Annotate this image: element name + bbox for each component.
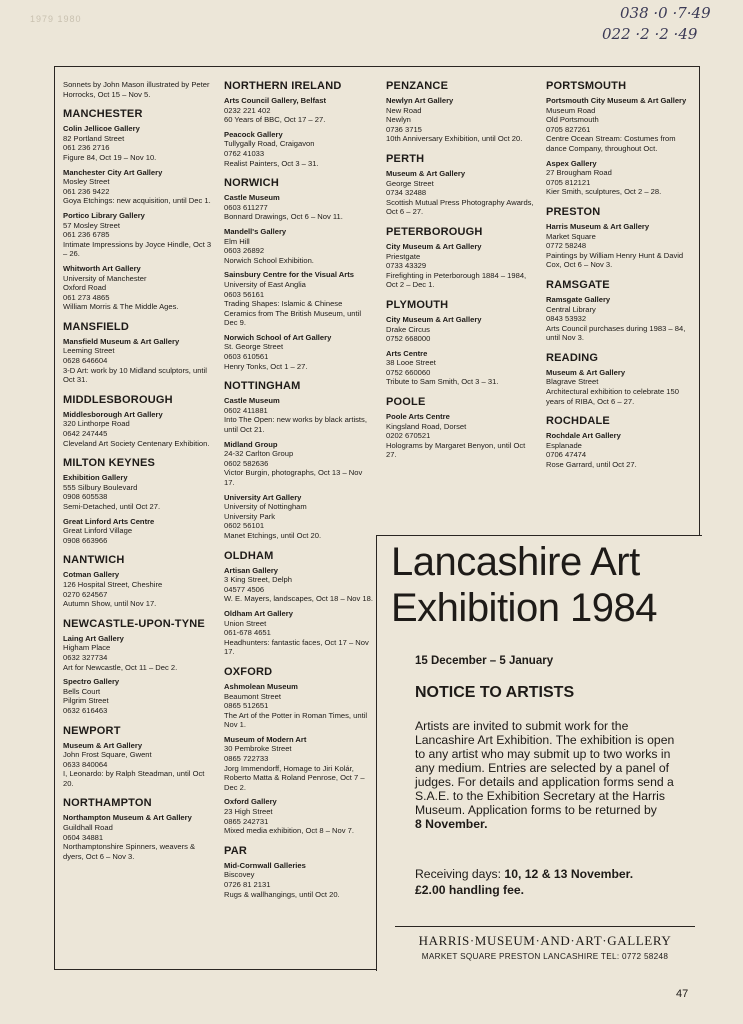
venue-entry [546,431,694,469]
venue-name: Museum & Art Gallery [63,740,143,750]
town-heading: OLDHAM [224,549,274,562]
venue-detail: Elm Hill [224,236,250,246]
venue-detail: Newlyn [386,115,411,125]
venue-event: I, Leonardo: by Ralph Steadman, until Oct 20. [63,769,205,788]
venue-detail: 126 Hospital Street, Cheshire [63,579,163,589]
venue-entry [224,609,374,657]
venue-detail: Union Street [224,618,267,628]
venue-detail: 0706 47474 [546,450,587,460]
venue-entry [224,270,374,328]
venue-detail: 3 King Street, Delph [224,575,292,585]
venue-event: Tribute to Sam Smith, Oct 3 – 31. [386,377,499,387]
venue-entry [63,410,213,448]
venue-detail: Bells Court [63,686,101,696]
venue-detail: St. George Street [224,342,284,352]
venue-entry [546,222,694,270]
venue-entry [386,169,536,217]
town-heading: NANTWICH [63,554,125,567]
venue-detail: Pilgrim Street [63,696,109,706]
venue-event: William Morris & The Middle Ages. [63,302,179,312]
venue-name: Castle Museum [224,193,280,203]
venue-entry [224,96,374,125]
town-heading: POOLE [386,396,426,409]
venue-detail: 0843 53932 [546,314,587,324]
venue-detail: 0603 26892 [224,246,265,256]
venue-detail: Leeming Street [63,346,115,356]
harris-address: MARKET SQUARE PRESTON LANCASHIRE TEL: 0772 58248 [421,952,669,961]
venue-detail: John Frost Square, Gwent [63,750,152,760]
venue-entry [63,634,213,672]
town-heading: NOTTINGHAM [224,380,301,393]
venue-detail: Tullygally Road, Craigavon [224,139,315,149]
venue-event: The Art of the Potter in Roman Times, until Nov 1. [224,710,368,730]
venue-detail: 0908 663966 [63,535,108,545]
venue-detail: 57 Mosley Street [63,220,120,230]
venue-name: Oldham Art Gallery [224,608,293,618]
handwritten-ref-1: 038 ·0 ·7·49 [620,4,711,22]
venue-name: Arts Council Gallery, Belfast [224,96,326,105]
venue-entry [386,96,536,144]
venue-name: Museum & Art Gallery [546,367,626,377]
town-heading: NORTHERN IRELAND [224,80,342,92]
venue-detail: Oxford Road [63,283,107,293]
venue-detail: 0602 56101 [224,521,265,531]
venue-detail: Great Linford Village [63,526,133,536]
continued-listing: Sonnets by John Mason illustrated by Peter Horrocks, Oct 15 – Nov 5. [63,80,210,99]
town-heading: NORTHAMPTON [63,797,152,810]
venue-entry [386,412,536,460]
venue-name: Mid-Cornwall Galleries [224,860,306,870]
venue-name: Middlesborough Art Gallery [63,409,163,419]
venue-detail: 30 Pembroke Street [224,744,292,754]
venue-name: Poole Arts Centre [386,412,450,422]
venue-name: Cotman Gallery [63,570,120,580]
harris-footer [395,926,695,961]
listings-column-2 [224,80,374,904]
venue-event: Architectural exhibition to celebrate 150 years of RIBA, Oct 6 – 27. [546,387,679,406]
venue-event: W. E. Mayers, landscapes, Oct 18 – Nov 18. [224,594,373,604]
venue-detail: 0602 411881 [224,405,268,415]
venue-detail: Mosley Street [63,177,110,187]
town-heading: NORWICH [224,177,279,190]
venue-name: Northampton Museum & Art Gallery [63,813,192,823]
venue-entry [63,124,213,162]
venue-entry [224,493,374,541]
venue-name: Sainsbury Centre for the Visual Arts [224,270,354,280]
venue-event: Jorg Immendorff, Homage to Jiri Kolár, Roberto Matta & Roland Penrose, Oct 7 – Dec 2. [224,763,365,792]
venue-event: Bonnard Drawings, Oct 6 – Nov 11. [224,212,343,222]
advert-title [391,539,657,631]
venue-name: Peacock Gallery [224,129,283,139]
venue-detail: 0733 43329 [386,261,427,271]
harris-name: HARRIS·MUSEUM·AND·ART·GALLERY [418,933,672,948]
venue-event: Headhunters: fantastic faces, Oct 17 – Nov 17. [224,637,369,657]
venue-name: Midland Group [224,439,278,449]
venue-name: Manchester City Art Gallery [63,167,163,177]
venue-entry [224,227,374,265]
venue-name: Laing Art Gallery [63,633,124,643]
venue-event: Victor Burgin, photographs, Oct 13 – Nov 17. [224,468,363,487]
venue-detail: 061 273 4865 [63,292,110,302]
venue-event: Holograms by Margaret Benyon, until Oct 27. [386,440,526,460]
venue-detail: 061-678 4651 [224,628,271,638]
venue-entry [224,193,374,222]
advert-title-line-1: Lancashire Art [391,540,640,584]
faint-stamp: 1979 1980 [30,14,82,24]
venue-detail: Kingsland Road, Dorset [386,421,467,431]
advert-dates: 15 December – 5 January [415,655,554,667]
venue-entry [224,396,374,434]
venue-name: Castle Museum [224,396,280,406]
venue-name: City Museum & Art Gallery [386,314,482,324]
venue-entry [546,159,694,197]
venue-detail: Higham Place [63,643,111,653]
advert-notice-heading: NOTICE TO ARTISTS [415,684,575,701]
town-heading: MANCHESTER [63,108,143,121]
lancashire-exhibition-advert [376,535,702,971]
venue-name: Spectro Gallery [63,677,120,687]
venue-detail: University of Manchester [63,273,147,283]
venue-detail: University of East Anglia [224,279,306,289]
venue-event: Cleveland Art Society Centenary Exhibition. [63,438,210,448]
town-heading: PLYMOUTH [386,298,449,311]
venue-event: Manet Etchings, until Oct 20. [224,530,322,540]
venue-entry [224,440,374,488]
venue-name: Arts Centre [386,348,428,358]
venue-detail: Museum Road [546,105,596,115]
venue-entry [63,570,213,608]
venue-detail: 0865 242731 [224,816,269,826]
venue-event: Kier Smith, sculptures, Oct 2 – 28. [546,187,662,197]
venue-detail: 0762 41033 [224,148,265,158]
venue-detail: Beaumont Street [224,691,281,701]
venue-name: Artisan Gallery [224,565,279,575]
venue-entry [224,130,374,168]
venue-name: Harris Museum & Art Gallery [546,221,650,231]
venue-event: Scottish Mutual Press Photography Awards, Oct 6 – 27. [386,197,534,217]
town-heading: MILTON KEYNES [63,457,156,470]
venue-event: Realist Painters, Oct 3 – 31. [224,158,319,168]
venue-name: Museum & Art Gallery [386,168,466,178]
venue-detail: 27 Brougham Road [546,168,612,178]
venue-detail: 0752 668000 [386,334,431,344]
venue-entry [63,168,213,206]
venue-name: Museum of Modern Art [224,734,307,744]
venue-detail: George Street [386,178,434,188]
listings-column-3 [386,80,536,465]
venue-detail: 0202 670521 [386,431,431,441]
venue-detail: 0642 247445 [63,429,108,439]
venue-entry [224,797,374,835]
venue-detail: 061 236 2716 [63,143,110,153]
town-heading: PETERBOROUGH [386,225,483,238]
town-heading: OXFORD [224,665,273,678]
venue-entry [63,473,213,511]
venue-event: Goya Etchings: new acquisition, until Dec 1. [63,196,211,206]
venue-detail: Central Library [546,304,596,314]
venue-detail: 0772 58248 [546,241,587,251]
venue-event: Figure 84, Oct 19 – Nov 10. [63,152,157,162]
venue-detail: 0705 812121 [546,177,591,187]
venue-entry [224,333,374,371]
venue-event: 3-D Art: work by 10 Midland sculptors, until Oct 31. [63,365,207,385]
venue-detail: 0632 616463 [63,705,108,715]
venue-name: Aspex Gallery [546,158,597,168]
venue-event: Autumn Show, until Nov 17. [63,599,157,609]
venue-event: Northamptonshire Spinners, weavers & dyers, Oct 6 – Nov 3. [63,842,196,861]
venue-detail: 0270 624567 [63,589,108,599]
town-heading: ROCHDALE [546,415,610,428]
venue-name: Colin Jellicoe Gallery [63,124,140,134]
venue-name: Portico Library Gallery [63,210,145,220]
venue-name: Whitworth Art Gallery [63,263,141,273]
venue-event: Art for Newcastle, Oct 11 – Dec 2. [63,662,178,672]
venue-name: City Museum & Art Gallery [386,241,482,251]
venue-event: Arts Council purchases during 1983 – 84, until Nov 3. [546,323,686,343]
venue-detail: 0602 582636 [224,458,269,468]
town-heading: MANSFIELD [63,320,129,333]
venue-detail: 82 Portland Street [63,133,125,143]
venue-detail: 320 Linthorpe Road [63,419,130,429]
venue-name: Ramsgate Gallery [546,294,611,304]
venue-entry [386,349,536,387]
venue-detail: 0705 827261 [546,124,591,134]
venue-detail: Esplanade [546,440,582,450]
venue-name: Newlyn Art Gallery [386,96,454,105]
venue-detail: Biscovey [224,870,255,880]
listings-column-4 [546,80,694,475]
venue-detail: 0734 32488 [386,188,427,198]
venue-name: Oxford Gallery [224,797,277,807]
venue-detail: 0736 3715 [386,124,422,134]
venue-entry [546,368,694,406]
venue-entry [63,337,213,385]
venue-entry [63,264,213,312]
venue-detail: 0908 605538 [63,492,108,502]
town-heading: MIDDLESBOROUGH [63,393,173,406]
venue-detail: 061 236 9422 [63,186,110,196]
venue-detail: 23 High Street [224,807,273,817]
venue-detail: 0865 512651 [224,701,269,711]
venue-event: Norwich School Exhibition. [224,255,314,265]
venue-event: Into The Open: new works by black artists, until Oct 21. [224,415,367,435]
venue-detail: 0633 840064 [63,759,108,769]
venue-detail: New Road [386,105,422,115]
venue-entry [224,682,374,730]
venue-event: Henry Tonks, Oct 1 – 27. [224,361,308,371]
venue-detail: Drake Circus [386,324,430,334]
venue-detail: 24-32 Carlton Group [224,449,294,459]
town-heading: PERTH [386,152,425,165]
venue-entry [224,861,374,899]
venue-detail: 0752 660060 [386,367,431,377]
venue-detail: Priestgate [386,251,421,261]
venue-detail: Guildhall Road [63,823,113,833]
handwritten-ref-2: 022 ·2 ·2 ·49 [602,25,698,43]
venue-detail: 0232 221 402 [224,105,271,115]
venue-entry [546,96,694,154]
listings-column-1 [63,80,213,866]
venue-detail: 0632 327734 [63,652,108,662]
venue-detail: 555 Silbury Boulevard [63,482,138,492]
venue-detail: 061 236 6785 [63,230,110,240]
venue-event: Mixed media exhibition, Oct 8 – Nov 7. [224,826,354,836]
venue-detail: Blagrave Street [546,377,599,387]
venue-event: Intimate Impressions by Joyce Hindle, Oct 3 – 26. [63,239,212,259]
advert-body-text: Artists are invited to submit work for the Lancashire Art Exhibition. The exhibition is open to any artist who may submit up to two works in any medium. Entries are selected by a panel of judges. For details and application forms send a S.A.E. to the Exhibition Secretary at the Harris Museum. Application forms to be returned by [415,719,675,817]
town-heading: PRESTON [546,205,601,218]
town-heading: PENZANCE [386,80,449,92]
venue-name: Exhibition Gallery [63,473,128,483]
venue-entry [63,813,213,861]
town-heading: NEWCASTLE-UPON-TYNE [63,617,205,630]
town-heading: RAMSGATE [546,278,610,291]
venue-detail: 0603 56161 [224,289,265,299]
venue-event: Centre Ocean Stream: Costumes from dance Company, throughout Oct. [546,134,676,153]
town-heading: PORTSMOUTH [546,80,627,92]
venue-event: 60 Years of BBC, Oct 17 – 27. [224,115,326,125]
venue-entry [224,735,374,793]
venue-entry [386,315,536,344]
page-number: 47 [676,988,689,1000]
venue-entry [224,566,374,604]
venue-detail: 0603 610561 [224,352,269,362]
advert-receiving [415,866,685,898]
venue-name: Mandell's Gallery [224,226,287,236]
handling-fee: £2.00 handling fee. [415,883,525,897]
town-heading: PAR [224,844,248,857]
advert-deadline: 8 November. [415,817,488,831]
venue-event: Rose Garrard, until Oct 27. [546,460,637,470]
venue-event: Paintings by William Henry Hunt & David Cox, Oct 6 – Nov 3. [546,250,684,270]
venue-entry [63,211,213,259]
venue-event: 10th Anniversary Exhibition, until Oct 20. [386,134,523,144]
venue-event: Rugs & wallhangings, until Oct 20. [224,889,340,899]
venue-detail: 0726 81 2131 [224,880,271,889]
venue-name: Rochdale Art Gallery [546,431,621,441]
venue-name: Norwich School of Art Gallery [224,332,332,342]
venue-event: Firefighting in Peterborough 1884 – 1984, Oct 2 – Dec 1. [386,270,527,290]
venue-detail: 0603 611277 [224,202,268,212]
venue-name: University Art Gallery [224,492,302,502]
venue-name: Great Linford Arts Centre [63,516,155,526]
venue-entry [63,677,213,715]
venue-event: Semi-Detached, until Oct 27. [63,502,161,511]
town-heading: READING [546,351,599,364]
venue-name: Ashmolean Museum [224,681,298,691]
venue-detail: 0628 646604 [63,356,108,366]
venue-entry [386,242,536,290]
venue-detail: University of Nottingham [224,502,307,512]
advert-title-line-2: Exhibition 1984 [391,586,658,630]
venue-detail: Old Portsmouth [546,115,599,125]
venue-event: Trading Shapes: Islamic & Chinese Ceramics from The British Museum, until Dec 9. [224,299,362,328]
advert-body [415,719,685,831]
venue-entry [63,741,213,789]
town-heading: NEWPORT [63,724,121,737]
venue-detail: University Park [224,511,276,521]
venue-name: Portsmouth City Museum & Art Gallery [546,96,687,105]
venue-entry [546,295,694,343]
venue-detail: 0865 722733 [224,754,269,764]
venue-name: Mansfield Museum & Art Gallery [63,336,180,346]
venue-detail: 38 Looe Street [386,358,436,368]
venue-entry [63,517,213,546]
receiving-label: Receiving days: [415,867,505,881]
venue-detail: 0604 34881 [63,832,104,842]
receiving-days: 10, 12 & 13 November. [504,867,634,881]
venue-detail: Market Square [546,231,596,241]
venue-detail: 04577 4506 [224,584,265,594]
